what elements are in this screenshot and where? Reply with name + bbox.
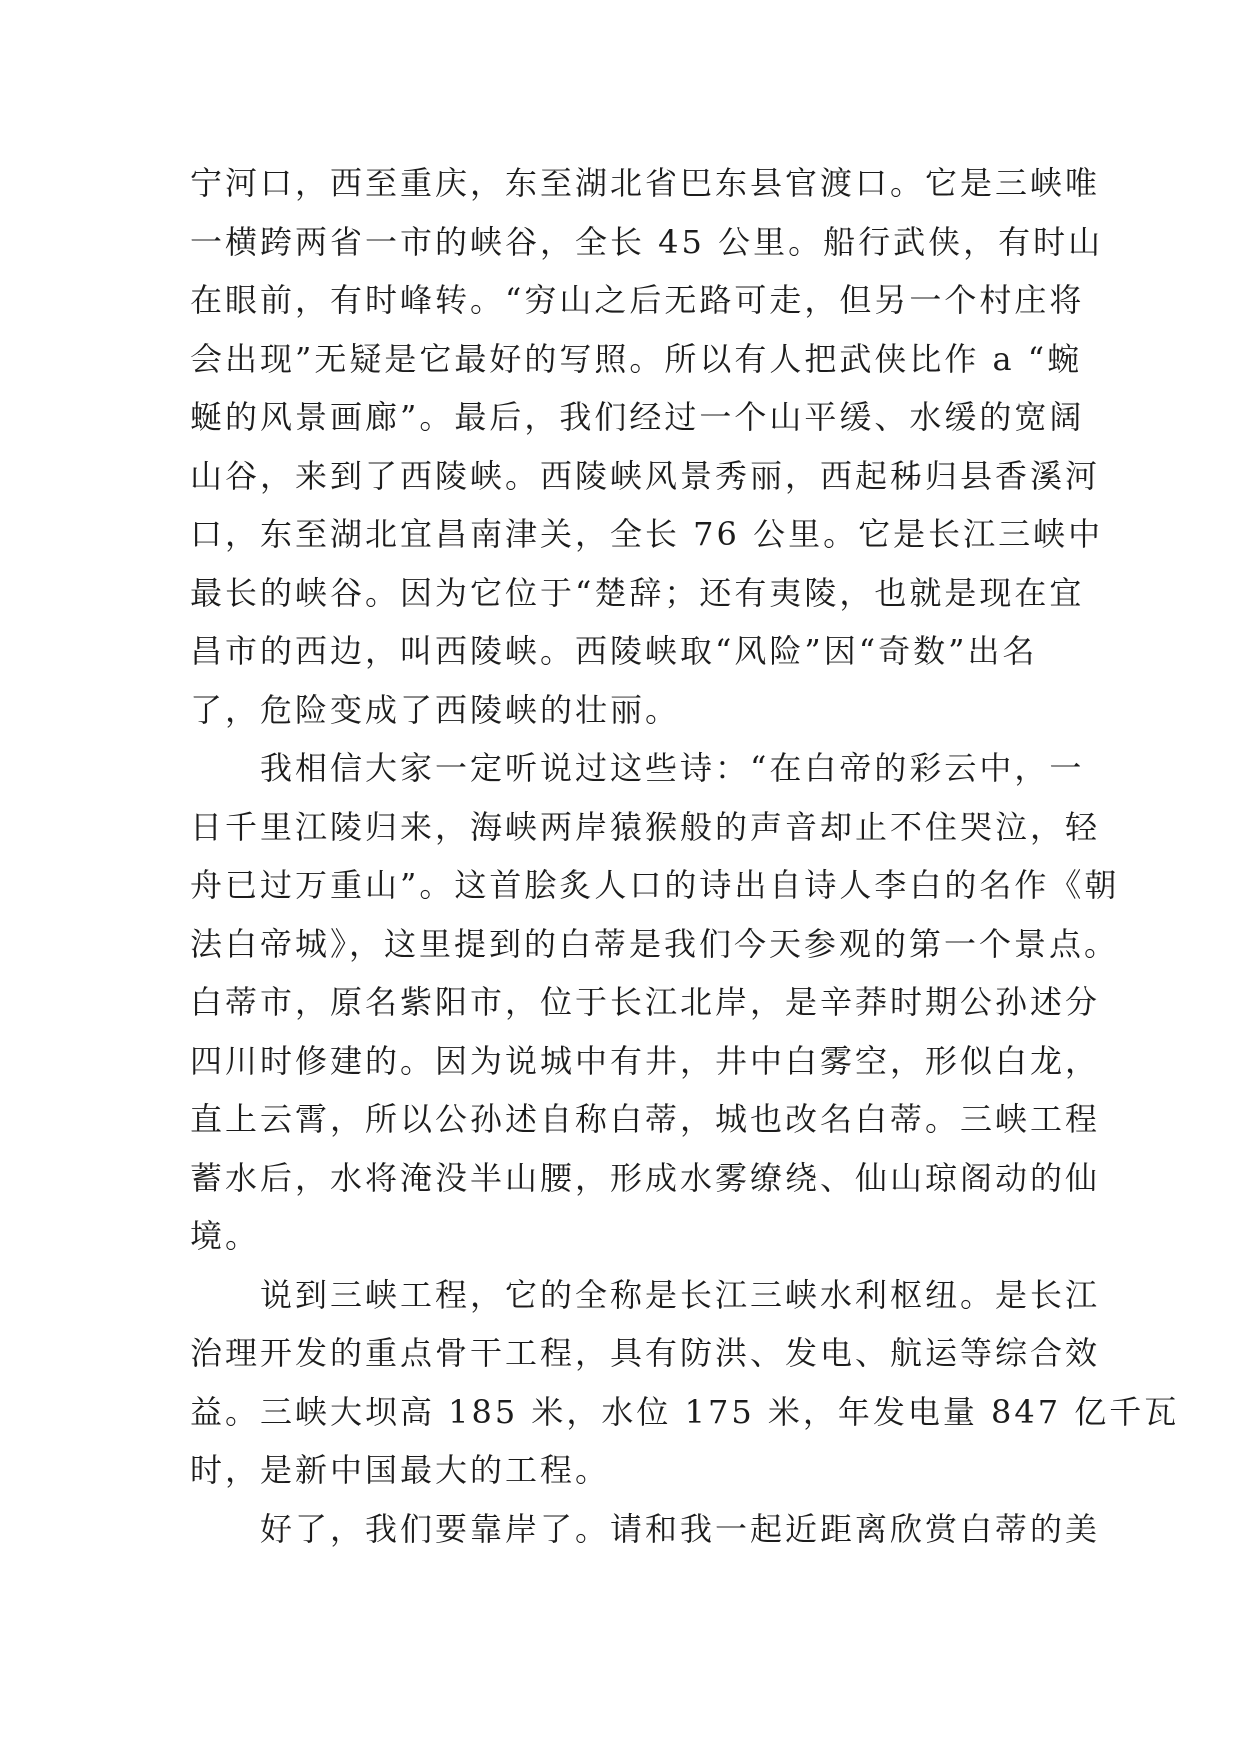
- text-line: 会出现”无疑是它最好的写照。所以有人把武侠比作 a “蜿: [190, 339, 1083, 378]
- text-line: 白蒂市，原名紫阳市，位于长江北岸，是辛莽时期公孙述分: [190, 983, 1101, 1021]
- text-line: 宁河口，西至重庆，东至湖北省巴东县官渡口。它是三峡唯: [190, 164, 1101, 202]
- text-line: 山谷，来到了西陵峡。西陵峡风景秀丽，西起秭归县香溪河: [190, 456, 1101, 495]
- paragraph: [190, 154, 1104, 739]
- text-line: 日千里江陵归来，海峡两岸猿猴般的声音却止不住哭泣，轻: [190, 807, 1101, 846]
- paragraph: [190, 739, 1120, 1266]
- paragraph: [190, 1266, 1180, 1500]
- text-line: 境。: [190, 1217, 261, 1255]
- text-line: 了，危险变成了西陵峡的壮丽。: [190, 690, 681, 729]
- text-line: 蜒的风景画廊”。最后，我们经过一个山平缓、水缓的宽阔: [190, 398, 1085, 436]
- paragraph: [190, 1500, 1101, 1559]
- text-line: 一横跨两省一市的峡谷，全长 45 公里。船行武侠，有时山: [190, 222, 1104, 261]
- text-line: 直上云霄，所以公孙述自称白蒂，城也改名白蒂。三峡工程: [190, 1100, 1101, 1138]
- text-line: 蓄水后，水将淹没半山腰，形成水雾缭绕、仙山琼阁动的仙: [190, 1158, 1101, 1197]
- text-line: 舟已过万重山”。这首脍炙人口的诗出自诗人李白的名作《朝: [190, 866, 1120, 904]
- text-line: 好了，我们要靠岸了。请和我一起近距离欣赏白蒂的美: [260, 1509, 1101, 1548]
- text-line: 四川时修建的。因为说城中有井，井中白雾空，形似白龙，: [190, 1041, 1101, 1080]
- text-line: 昌市的西边，叫西陵峡。西陵峡取“风险”因“奇数”出名: [190, 632, 1038, 670]
- text-line: 治理开发的重点骨干工程，具有防洪、发电、航运等综合效: [190, 1334, 1101, 1372]
- document-body: [190, 154, 1180, 1558]
- text-line: 最长的峡谷。因为它位于“楚辞；还有夷陵，也就是现在宜: [190, 573, 1085, 612]
- text-line: 法白帝城》，这里提到的白蒂是我们今天参观的第一个景点。: [190, 924, 1120, 963]
- text-line: 口，东至湖北宜昌南津关，全长 76 公里。它是长江三峡中: [190, 515, 1104, 553]
- text-line: 我相信大家一定听说过这些诗：“在白帝的彩云中，一: [260, 749, 1085, 787]
- text-line: 说到三峡工程，它的全称是长江三峡水利枢纽。是长江: [260, 1275, 1101, 1314]
- text-line: 在眼前，有时峰转。“穷山之后无路可走，但另一个村庄将: [190, 281, 1085, 319]
- text-line: 时，是新中国最大的工程。: [190, 1451, 611, 1489]
- text-line: 益。三峡大坝高 185 米，水位 175 米，年发电量 847 亿千瓦: [190, 1392, 1180, 1431]
